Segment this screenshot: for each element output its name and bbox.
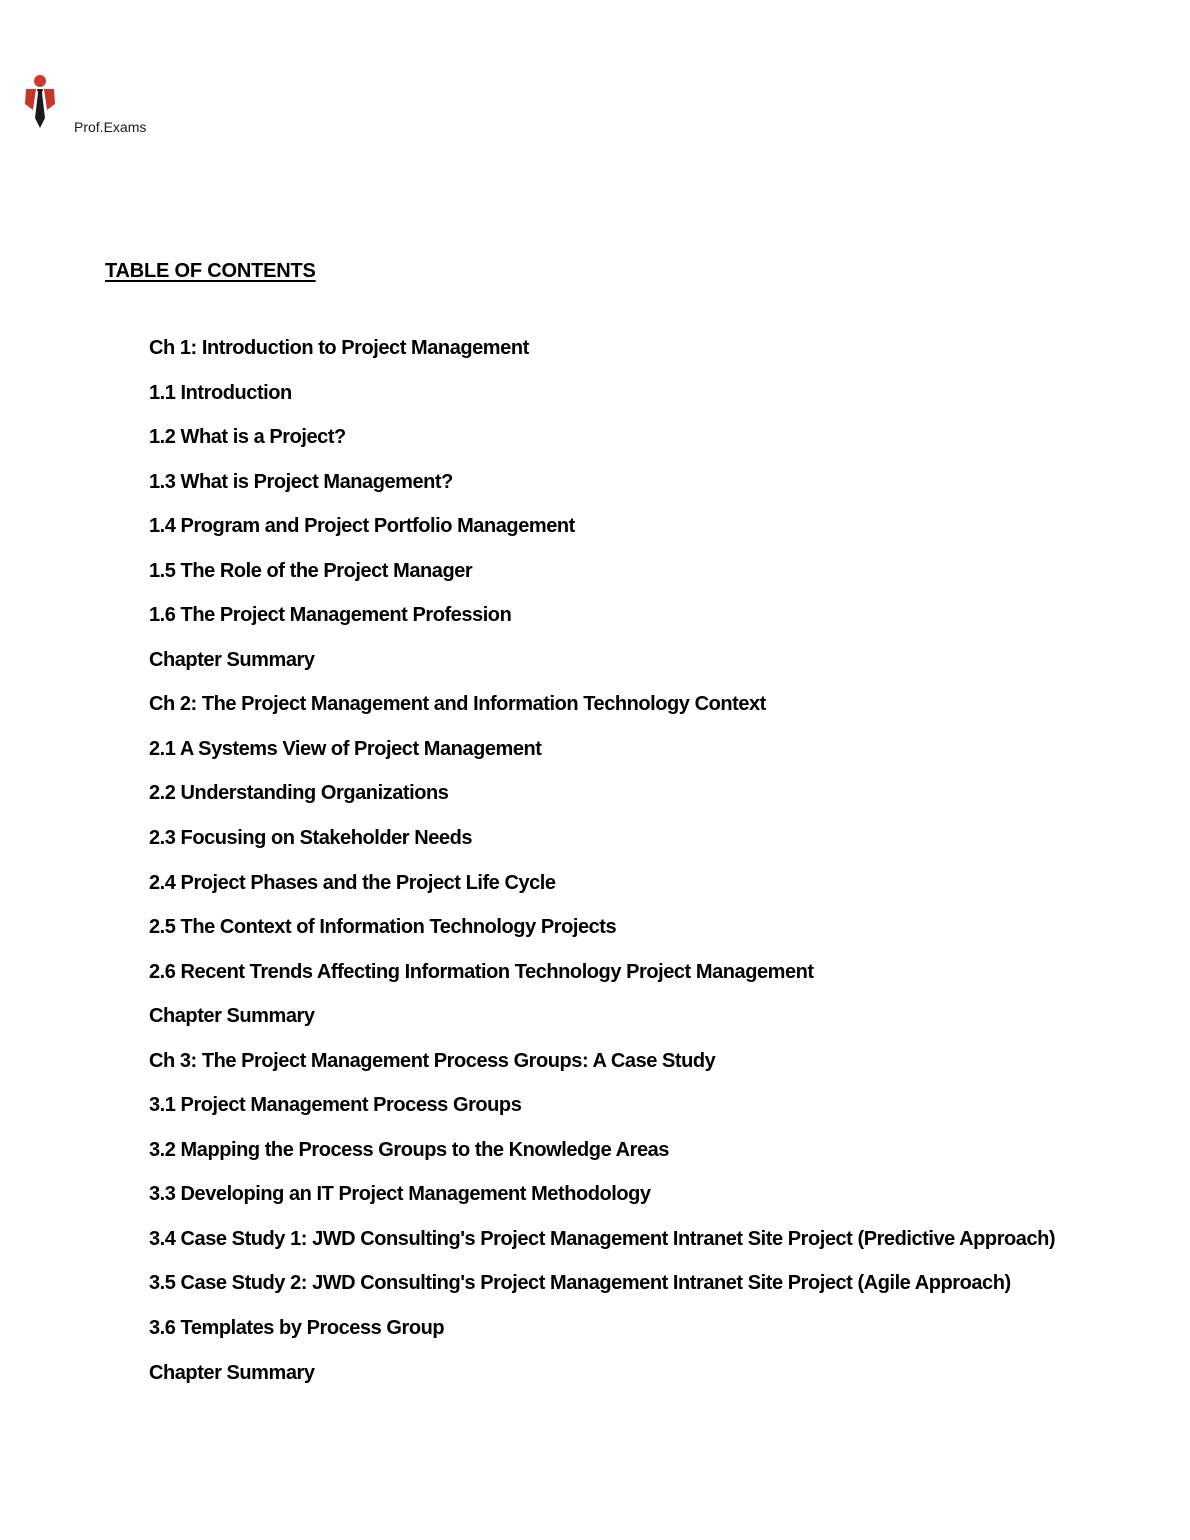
- toc-item-1-2: 1.2 What is a Project?: [149, 426, 346, 449]
- necktie-person-logo-icon: [22, 74, 58, 130]
- toc-list: [149, 334, 1055, 1403]
- toc-item-3-6: 3.6 Templates by Process Group: [149, 1317, 445, 1340]
- toc-item-3-4: 3.4 Case Study 1: JWD Consulting's Project Management Intranet Site Project (Predictive Approach): [149, 1227, 1056, 1250]
- toc-item-2-2: 2.2 Understanding Organizations: [149, 782, 449, 805]
- toc-item-ch1: Ch 1: Introduction to Project Management: [149, 337, 529, 359]
- toc-item-2-5: 2.5 The Context of Information Technology Projects: [149, 916, 617, 939]
- toc-item-ch3-summary: Chapter Summary: [149, 1361, 315, 1384]
- toc-item-1-3: 1.3 What is Project Management?: [149, 470, 453, 493]
- toc-item-ch2-summary: Chapter Summary: [149, 1005, 315, 1028]
- toc-item-1-5: 1.5 The Role of the Project Manager: [149, 559, 473, 582]
- toc-item-3-2: 3.2 Mapping the Process Groups to the Knowledge Areas: [149, 1138, 669, 1161]
- toc-item-2-3: 2.3 Focusing on Stakeholder Needs: [149, 827, 473, 850]
- toc-item-ch3: Ch 3: The Project Management Process Groups: A Case Study: [149, 1049, 716, 1072]
- toc-title: TABLE OF CONTENTS: [105, 260, 316, 282]
- toc-item-3-1: 3.1 Project Management Process Groups: [149, 1094, 522, 1117]
- toc-item-2-6: 2.6 Recent Trends Affecting Information Technology Project Management: [149, 960, 814, 983]
- toc-item-1-1: 1.1 Introduction: [149, 381, 292, 404]
- toc-item-1-6: 1.6 The Project Management Profession: [149, 604, 512, 627]
- brand-name: Prof.Exams: [74, 119, 147, 135]
- toc-item-ch2: Ch 2: The Project Management and Information Technology Context: [149, 693, 766, 716]
- toc-item-1-4: 1.4 Program and Project Portfolio Management: [149, 515, 575, 538]
- toc-item-2-1: 2.1 A Systems View of Project Management: [149, 737, 542, 760]
- toc-item-ch1-summary: Chapter Summary: [149, 648, 315, 671]
- toc-item-3-3: 3.3 Developing an IT Project Management Methodology: [149, 1183, 651, 1206]
- toc-item-3-5: 3.5 Case Study 2: JWD Consulting's Project Management Intranet Site Project (Agile Approach): [149, 1272, 1011, 1295]
- toc-item-2-4: 2.4 Project Phases and the Project Life Cycle: [149, 871, 556, 894]
- brand-logo-icon: [22, 74, 58, 130]
